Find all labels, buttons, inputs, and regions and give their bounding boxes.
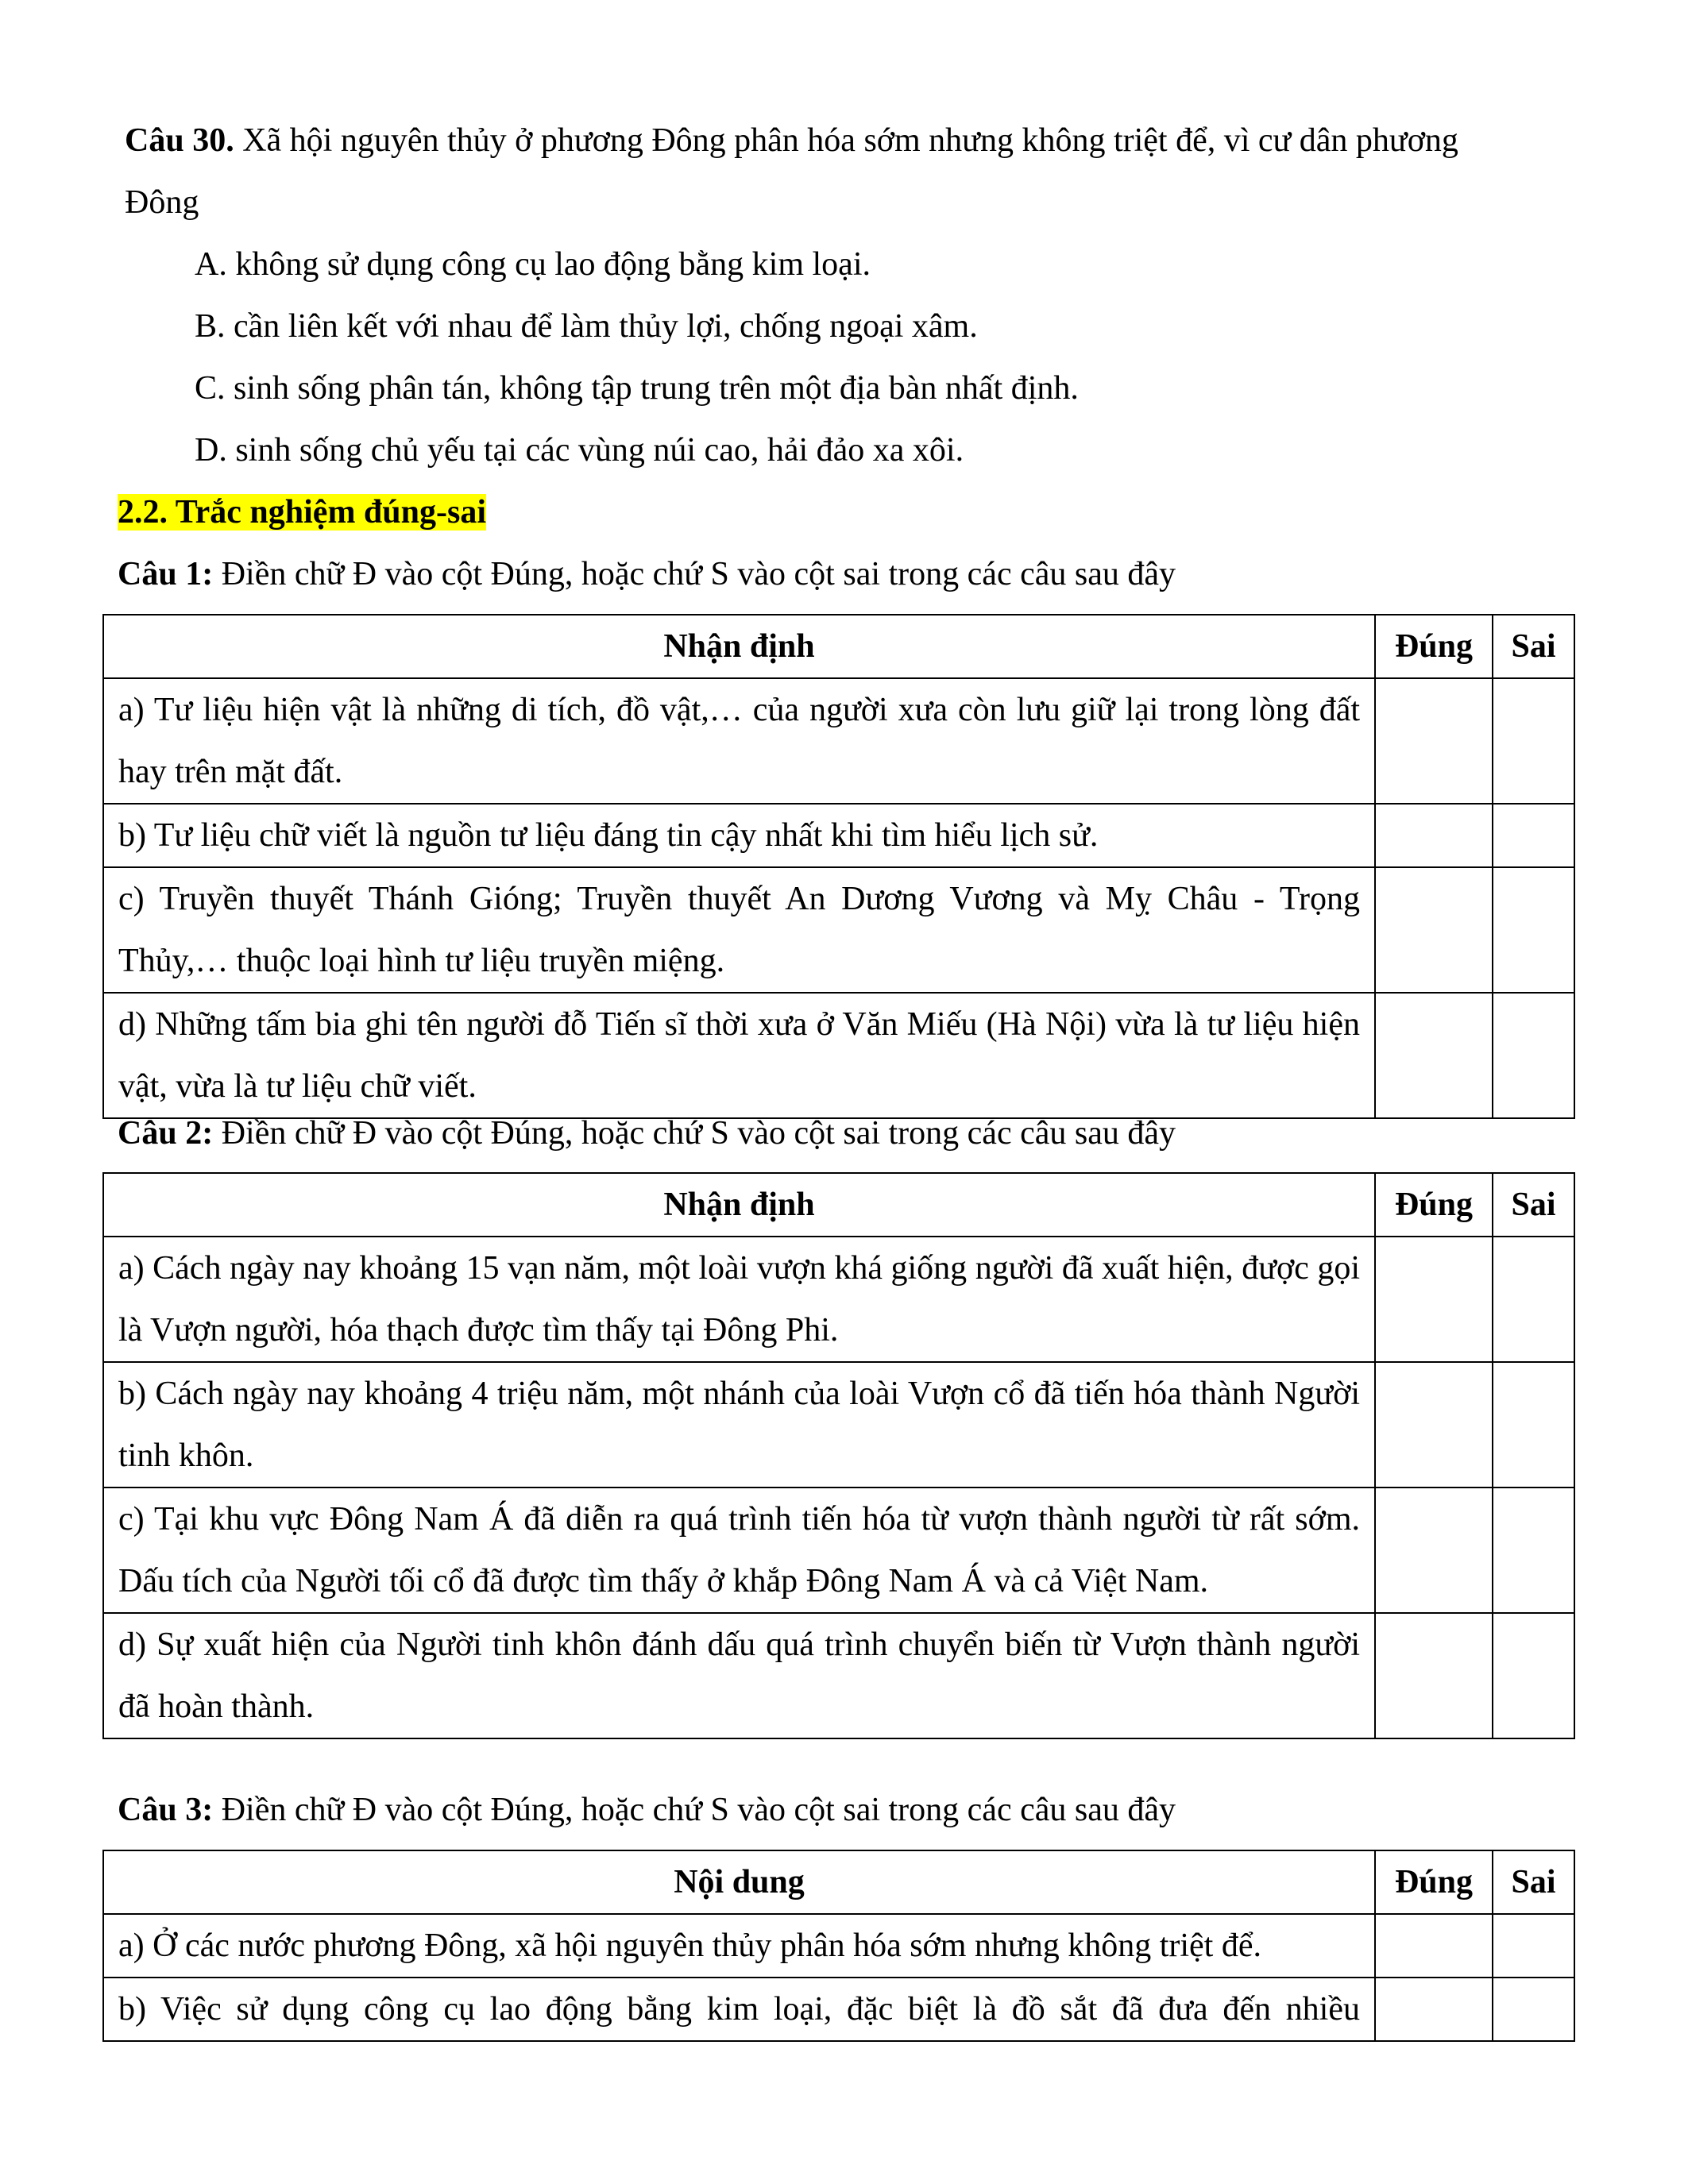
question-30-option-d: D. sinh sống chủ yếu tại các vùng núi cao, hải đảo xa xôi. (195, 432, 964, 469)
question-2-table (102, 1172, 1575, 1739)
header-true: Đúng (1375, 1173, 1493, 1237)
answer-false-cell[interactable] (1493, 1914, 1574, 1978)
question-1-instruction (118, 543, 1176, 605)
table-header-row (103, 1850, 1574, 1914)
table-row (103, 1362, 1574, 1488)
table-row (103, 1237, 1574, 1362)
statement-cell: a) Cách ngày nay khoảng 15 vạn năm, một loài vượn khá giống người đã xuất hiện, được gọi là Vượn người, hóa thạch được tìm thấy tại Đông Phi. (103, 1237, 1375, 1362)
statement-cell: a) Tư liệu hiện vật là những di tích, đồ vật,… của người xưa còn lưu giữ lại trong lòng đất hay trên mặt đất. (103, 678, 1375, 804)
table-row (103, 1488, 1574, 1613)
statement-cell: b) Việc sử dụng công cụ lao động bằng kim loại, đặc biệt là đồ sắt đã đưa đến nhiều (103, 1978, 1375, 2041)
answer-true-cell[interactable] (1375, 867, 1493, 993)
question-30-stem (125, 110, 1574, 233)
answer-false-cell[interactable] (1493, 678, 1574, 804)
table-row (103, 804, 1574, 867)
header-true: Đúng (1375, 615, 1493, 678)
answer-true-cell[interactable] (1375, 993, 1493, 1118)
question-3-instruction (118, 1779, 1176, 1841)
header-true: Đúng (1375, 1850, 1493, 1914)
statement-cell: b) Tư liệu chữ viết là nguồn tư liệu đáng tin cậy nhất khi tìm hiểu lịch sử. (103, 804, 1375, 867)
question-2-text: Điền chữ Đ vào cột Đúng, hoặc chứ S vào cột sai trong các câu sau đây (213, 1115, 1176, 1152)
answer-false-cell[interactable] (1493, 867, 1574, 993)
answer-false-cell[interactable] (1493, 993, 1574, 1118)
header-false: Sai (1493, 615, 1574, 678)
section-heading-text: 2.2. Trắc nghiệm đúng-sai (118, 494, 487, 531)
table-row (103, 1613, 1574, 1738)
answer-true-cell[interactable] (1375, 1613, 1493, 1738)
table-header-row (103, 1173, 1574, 1237)
question-3-label: Câu 3: (118, 1792, 214, 1828)
question-1-label: Câu 1: (118, 556, 214, 592)
question-30-label: Câu 30. (125, 122, 234, 159)
table-row (103, 1978, 1574, 2041)
answer-false-cell[interactable] (1493, 804, 1574, 867)
answer-false-cell[interactable] (1493, 1362, 1574, 1488)
question-2-instruction (118, 1102, 1176, 1164)
answer-false-cell[interactable] (1493, 1237, 1574, 1362)
answer-true-cell[interactable] (1375, 804, 1493, 867)
question-30-option-b: B. cần liên kết với nhau để làm thủy lợi, chống ngoại xâm. (195, 308, 978, 345)
question-1-table (102, 614, 1575, 1119)
table-row (103, 678, 1574, 804)
statement-cell: b) Cách ngày nay khoảng 4 triệu năm, một nhánh của loài Vượn cổ đã tiến hóa thành Người tinh khôn. (103, 1362, 1375, 1488)
question-30-text-line1: Xã hội nguyên thủy ở phương Đông phân hóa sớm nhưng không triệt để, vì cư dân phương (234, 122, 1458, 159)
statement-cell: a) Ở các nước phương Đông, xã hội nguyên thủy phân hóa sớm nhưng không triệt để. (103, 1914, 1375, 1978)
answer-true-cell[interactable] (1375, 1914, 1493, 1978)
answer-true-cell[interactable] (1375, 1362, 1493, 1488)
table-row (103, 1914, 1574, 1978)
question-30-option-a: A. không sử dụng công cụ lao động bằng kim loại. (195, 246, 871, 283)
answer-true-cell[interactable] (1375, 678, 1493, 804)
answer-false-cell[interactable] (1493, 1613, 1574, 1738)
header-statement: Nhận định (103, 1173, 1375, 1237)
answer-true-cell[interactable] (1375, 1978, 1493, 2041)
header-content: Nội dung (103, 1850, 1375, 1914)
question-3-text: Điền chữ Đ vào cột Đúng, hoặc chứ S vào cột sai trong các câu sau đây (213, 1792, 1176, 1828)
statement-cell: d) Những tấm bia ghi tên người đỗ Tiến sĩ thời xưa ở Văn Miếu (Hà Nội) vừa là tư liệu hiện vật, vừa là tư liệu chữ viết. (103, 993, 1375, 1118)
question-3-table (102, 1850, 1575, 2042)
table-row (103, 993, 1574, 1118)
question-1-text: Điền chữ Đ vào cột Đúng, hoặc chứ S vào cột sai trong các câu sau đây (213, 556, 1176, 592)
table-row (103, 867, 1574, 993)
statement-cell: d) Sự xuất hiện của Người tinh khôn đánh dấu quá trình chuyển biến từ Vượn thành người đã hoàn thành. (103, 1613, 1375, 1738)
statement-cell: c) Truyền thuyết Thánh Gióng; Truyền thuyết An Dương Vương và Mỵ Châu - Trọng Thủy,… thuộc loại hình tư liệu truyền miệng. (103, 867, 1375, 993)
answer-true-cell[interactable] (1375, 1488, 1493, 1613)
header-statement: Nhận định (103, 615, 1375, 678)
answer-false-cell[interactable] (1493, 1488, 1574, 1613)
statement-cell: c) Tại khu vực Đông Nam Á đã diễn ra quá trình tiến hóa từ vượn thành người từ rất sớm. Dấu tích của Người tối cổ đã được tìm thấy ở khắp Đông Nam Á và cả Việt Nam. (103, 1488, 1375, 1613)
table-header-row (103, 615, 1574, 678)
section-heading (118, 481, 486, 543)
answer-true-cell[interactable] (1375, 1237, 1493, 1362)
question-30-text-line2: Đông (125, 184, 199, 221)
question-2-label: Câu 2: (118, 1115, 214, 1152)
question-30-option-c: C. sinh sống phân tán, không tập trung trên một địa bàn nhất định. (195, 370, 1079, 407)
header-false: Sai (1493, 1850, 1574, 1914)
answer-false-cell[interactable] (1493, 1978, 1574, 2041)
header-false: Sai (1493, 1173, 1574, 1237)
